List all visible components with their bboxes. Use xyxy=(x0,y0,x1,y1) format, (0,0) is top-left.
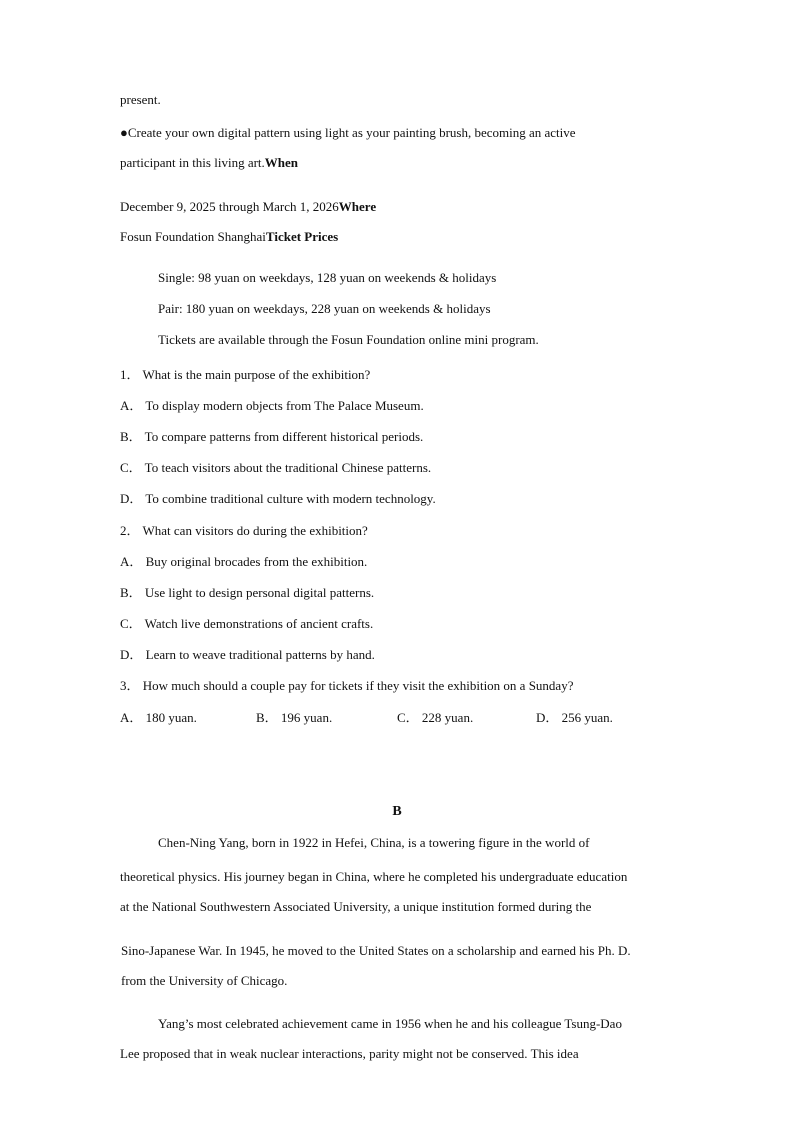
question-option: A． 180 yuan. xyxy=(120,710,197,725)
section-heading-ticket-prices: Ticket Prices xyxy=(265,229,339,244)
passage-line: from the University of Chicago. xyxy=(121,973,288,988)
passage-line: Lee proposed that in weak nuclear interactions, parity might not be conserved. This idea xyxy=(120,1046,579,1061)
passage-line: present. xyxy=(120,92,161,107)
question-option: B． Use light to design personal digital patterns. xyxy=(120,585,375,600)
question-stem: 1． What is the main purpose of the exhibition? xyxy=(120,367,371,382)
passage-text: participant in this living art. xyxy=(120,155,265,170)
question-option: B． To compare patterns from different historical periods. xyxy=(120,429,424,444)
question-option: C． To teach visitors about the traditional Chinese patterns. xyxy=(120,460,432,475)
passage-line: Sino-Japanese War. In 1945, he moved to the United States on a scholarship and earned his Ph. D. xyxy=(121,943,631,958)
question-option: A． Buy original brocades from the exhibition. xyxy=(120,554,368,569)
question-option: D． 256 yuan. xyxy=(536,710,613,725)
passage-line: theoretical physics. His journey began in China, where he completed his undergraduate education xyxy=(120,869,628,884)
question-option: B． 196 yuan. xyxy=(256,710,333,725)
passage-line xyxy=(120,155,298,171)
question-stem: 2． What can visitors do during the exhibition? xyxy=(120,523,368,538)
question-option: C． 228 yuan. xyxy=(397,710,474,725)
question-option: C． Watch live demonstrations of ancient crafts. xyxy=(120,616,374,631)
tickets-info: Tickets are available through the Fosun Foundation online mini program. xyxy=(158,332,539,347)
section-heading-b: B xyxy=(392,804,402,819)
section-heading-where: Where xyxy=(338,199,377,214)
passage-line: Yang’s most celebrated achievement came in 1956 when he and his colleague Tsung-Dao xyxy=(158,1016,622,1031)
question-stem: 3． How much should a couple pay for tickets if they visit the exhibition on a Sunday? xyxy=(120,678,574,693)
price-single: Single: 98 yuan on weekdays, 128 yuan on weekends & holidays xyxy=(158,270,497,285)
passage-line: at the National Southwestern Associated University, a unique institution formed during the xyxy=(120,899,592,914)
price-pair: Pair: 180 yuan on weekdays, 228 yuan on weekends & holidays xyxy=(158,301,491,316)
location-text: Fosun Foundation Shanghai xyxy=(120,229,266,244)
date-text: December 9, 2025 through March 1, 2026 xyxy=(120,199,339,214)
question-option: D． To combine traditional culture with modern technology. xyxy=(120,491,436,506)
passage-line: ●Create your own digital pattern using light as your painting brush, becoming an active xyxy=(120,125,576,140)
passage-line xyxy=(120,199,376,215)
passage-line: Chen-Ning Yang, born in 1922 in Hefei, China, is a towering figure in the world of xyxy=(158,835,590,850)
question-option: A． To display modern objects from The Palace Museum. xyxy=(120,398,424,413)
question-option: D． Learn to weave traditional patterns by hand. xyxy=(120,647,375,662)
passage-line xyxy=(120,229,338,245)
section-heading-when: When xyxy=(264,155,299,170)
